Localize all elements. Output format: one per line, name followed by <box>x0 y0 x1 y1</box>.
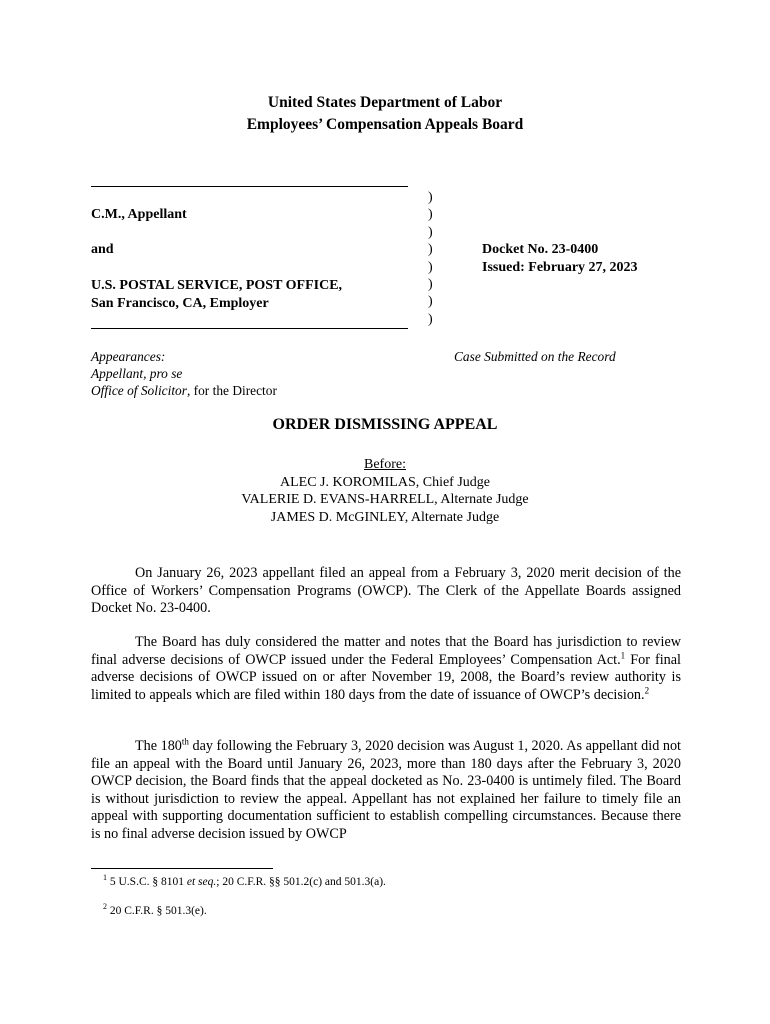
footnote-ref-1[interactable]: 1 <box>620 649 626 660</box>
judge-3: JAMES D. McGINLEY, Alternate Judge <box>270 509 500 525</box>
footnote-1-number: 1 <box>103 873 107 883</box>
caption-and: and <box>91 242 114 257</box>
paragraph-3 <box>91 738 681 844</box>
paragraph-3-text-a: The 180 <box>135 738 182 754</box>
board-title: Employees’ Compensation Appeals Board <box>246 116 524 133</box>
ordinal-suffix: th <box>181 736 189 747</box>
solicitor-role: , for the Director <box>186 383 277 398</box>
appearance-appellant: Appellant, pro se <box>91 366 183 381</box>
caption-parentheses: ) ) ) ) ) ) ) ) <box>428 190 433 327</box>
footnote-2-number: 2 <box>103 902 107 912</box>
footnote-2-text: 20 C.F.R. § 501.3(e). <box>107 905 207 917</box>
solicitor-office: Office of Solicitor <box>91 383 187 398</box>
footnote-1-text-a: 5 U.S.C. § 8101 <box>107 876 187 888</box>
docket-number: Docket No. 23-0400 <box>482 242 599 257</box>
paragraph-1 <box>91 565 681 618</box>
footnote-1-text-b: ; 20 C.F.R. §§ 501.2(c) and 501.3(a). <box>216 876 386 888</box>
paragraph-2-text-b: For final adverse decisions of OWCP issued on or after November 19, 2008, the Board’s review authority is limited to appeals which are filed within 180 days from the date of issuance of OWCP’s decision. <box>91 651 681 703</box>
appellant-name: C.M., Appellant <box>91 207 187 222</box>
footnote-ref-2[interactable]: 2 <box>644 685 650 696</box>
footnote-1-italic: et seq. <box>186 876 217 888</box>
panel-block <box>0 456 770 526</box>
employer-line1: U.S. POSTAL SERVICE, POST OFFICE, <box>91 278 343 293</box>
judge-1: ALEC J. KOROMILAS, Chief Judge <box>280 474 490 490</box>
caption-bottom-rule <box>91 328 408 329</box>
footnote-2 <box>103 902 207 917</box>
order-title: ORDER DISMISSING APPEAL <box>272 416 498 433</box>
issued-date: Issued: February 27, 2023 <box>482 260 638 275</box>
caption-top-rule <box>91 186 408 187</box>
appearance-solicitor <box>91 382 277 399</box>
footnote-1 <box>103 873 386 888</box>
paragraph-2-text-a: The Board has duly considered the matter and notes that the Board has jurisdiction to review final adverse decisions of OWCP issued under the Federal Employees’ Compensation Act. <box>91 634 681 668</box>
case-submitted: Case Submitted on the Record <box>454 349 616 364</box>
appearances-label: Appearances: <box>91 349 166 364</box>
panel-label: Before: <box>364 457 406 472</box>
paragraph-2 <box>91 634 681 704</box>
judge-2: VALERIE D. EVANS-HARRELL, Alternate Judge <box>241 492 529 508</box>
footnote-rule <box>91 868 273 869</box>
agency-title: United States Department of Labor <box>267 94 503 111</box>
paragraph-3-text-b: day following the February 3, 2020 decision was August 1, 2020. As appellant did not file an appeal with the Board until January 26, 2023, more than 180 days after the February 3, 2020 OWCP decision, the Board finds that the appeal docketed as No. 23-0400 is untimely filed. The Board is without jurisdiction to review the appeal. Appellant has not explained her failure to timely file an appeal with supporting documentation sufficient to establish compelling circumstances. Because there is no final adverse decision issued by OWCP <box>91 738 681 842</box>
employer-line2: San Francisco, CA, Employer <box>91 296 269 311</box>
paragraph-1-text: On January 26, 2023 appellant filed an appeal from a February 3, 2020 merit decision of the Office of Workers’ Compensation Programs (OWCP). The Clerk of the Appellate Boards assigned Docket No. 23-0400. <box>91 565 681 617</box>
